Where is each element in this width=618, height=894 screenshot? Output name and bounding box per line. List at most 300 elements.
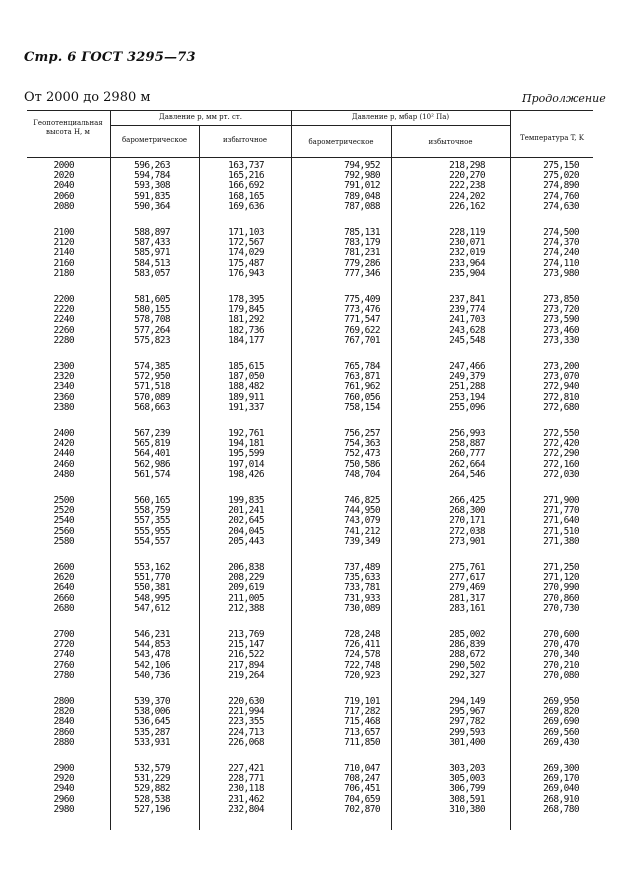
mbar-excess-cell: 226,162 [449,200,485,212]
p_mm_excess-column [228,295,264,346]
temperature-cell: 273,200 [543,361,579,372]
temperature-cell: 272,680 [543,401,579,413]
altitude-cell: 2440 [53,448,74,460]
mm-barometric-cell: 551,770 [134,572,170,584]
temperature-cell: 274,890 [543,180,579,192]
altitude-cell: 2360 [53,391,74,403]
mm-excess-cell: 201,241 [228,505,264,517]
mbar-excess-cell: 279,469 [449,582,485,594]
mbar-barometric-cell: 767,701 [344,334,380,346]
temperature-cell: 271,380 [543,535,579,547]
mm-barometric-cell: 568,663 [134,401,170,413]
p_mm_baro-column [134,630,170,681]
header-mbar-barometric: барометрическое [308,138,374,146]
mbar-barometric-cell: 794,952 [344,160,380,171]
temperature-cell: 269,820 [543,706,579,718]
mm-barometric-cell: 532,579 [134,763,170,774]
altitude-cell: 2340 [53,381,74,393]
altitude-column [54,228,74,279]
temperature-cell: 272,290 [543,448,579,460]
mbar-barometric-cell: 769,622 [344,324,380,336]
mm-excess-cell: 182,736 [228,324,264,336]
mm-excess-cell: 199,835 [228,495,264,506]
mbar-excess-cell: 299,593 [449,726,485,738]
altitude-cell: 2780 [53,669,74,681]
mbar-excess-cell: 233,964 [449,257,485,269]
mbar-barometric-cell: 711,850 [344,736,380,748]
mm-excess-cell: 181,292 [228,314,264,326]
mbar-excess-cell: 222,238 [449,180,485,192]
p_mbar_excess-column [449,295,485,346]
temperature-cell: 270,210 [543,659,579,671]
altitude-cell: 2880 [53,736,74,748]
mbar-excess-cell: 228,119 [449,227,485,238]
altitude-cell: 2220 [53,304,74,316]
mbar-excess-cell: 260,777 [449,448,485,460]
p_mbar_baro-column [344,630,380,681]
mm-barometric-cell: 581,605 [134,294,170,305]
mbar-barometric-cell: 791,012 [344,180,380,192]
altitude-column [54,563,74,614]
mbar-barometric-cell: 752,473 [344,448,380,460]
mbar-excess-cell: 273,901 [449,535,485,547]
mbar-barometric-cell: 706,451 [344,783,380,795]
mbar-excess-cell: 297,782 [449,716,485,728]
mbar-barometric-cell: 775,409 [344,294,380,305]
mbar-barometric-cell: 744,950 [344,505,380,517]
mbar-barometric-cell: 735,633 [344,572,380,584]
mbar-excess-cell: 249,379 [449,371,485,383]
altitude-cell: 2580 [53,535,74,547]
mbar-barometric-cell: 777,346 [344,267,380,279]
temperature-cell: 273,070 [543,371,579,383]
mbar-barometric-cell: 743,079 [344,515,380,527]
temperature-cell: 270,990 [543,582,579,594]
p_mm_excess-column [228,496,264,547]
mbar-barometric-cell: 760,056 [344,391,380,403]
p_mbar_excess-column [449,429,485,480]
mm-excess-cell: 188,482 [228,381,264,393]
mm-excess-cell: 175,487 [228,257,264,269]
mm-barometric-cell: 565,819 [134,438,170,450]
mm-barometric-cell: 587,433 [134,237,170,249]
mbar-excess-cell: 266,425 [449,495,485,506]
mbar-barometric-cell: 717,282 [344,706,380,718]
mm-excess-cell: 232,804 [228,803,264,815]
mbar-excess-cell: 247,466 [449,361,485,372]
col-rule-4 [391,125,392,830]
mm-excess-cell: 228,771 [228,773,264,785]
mm-barometric-cell: 561,574 [134,468,170,480]
mm-excess-cell: 189,911 [228,391,264,403]
temperature-cell: 274,500 [543,227,579,238]
mm-excess-cell: 195,599 [228,448,264,460]
altitude-cell: 2660 [53,592,74,604]
mm-excess-cell: 172,567 [228,237,264,249]
mbar-barometric-cell: 704,659 [344,793,380,805]
temperature-column [543,362,579,413]
mbar-excess-cell: 294,149 [449,696,485,707]
altitude-column [54,697,74,748]
mbar-barometric-cell: 761,962 [344,381,380,393]
mm-barometric-cell: 574,385 [134,361,170,372]
p_mm_baro-column [134,295,170,346]
mbar-excess-cell: 303,203 [449,763,485,774]
mm-excess-cell: 198,426 [228,468,264,480]
p_mm_excess-column [228,563,264,614]
mm-barometric-cell: 533,931 [134,736,170,748]
p_mm_baro-column [134,496,170,547]
mm-excess-cell: 208,229 [228,572,264,584]
mm-barometric-cell: 570,089 [134,391,170,403]
mm-barometric-cell: 529,882 [134,783,170,795]
temperature-cell: 269,170 [543,773,579,785]
p_mm_excess-column [228,228,264,279]
mm-excess-cell: 192,761 [228,428,264,439]
mm-excess-cell: 213,769 [228,629,264,640]
temperature-cell: 269,950 [543,696,579,707]
altitude-cell: 2460 [53,458,74,470]
mm-excess-cell: 226,068 [228,736,264,748]
mbar-excess-cell: 288,672 [449,649,485,661]
mbar-barometric-cell: 708,247 [344,773,380,785]
col-rule-3 [291,110,292,830]
mbar-barometric-cell: 785,131 [344,227,380,238]
mm-barometric-cell: 583,057 [134,267,170,279]
p_mbar_baro-column [344,697,380,748]
mbar-barometric-cell: 787,088 [344,200,380,212]
temperature-cell: 270,860 [543,592,579,604]
mbar-barometric-cell: 741,212 [344,525,380,537]
mm-excess-cell: 211,005 [228,592,264,604]
mm-excess-cell: 215,147 [228,639,264,651]
temperature-cell: 273,850 [543,294,579,305]
mm-excess-cell: 223,355 [228,716,264,728]
mbar-excess-cell: 275,761 [449,562,485,573]
mm-excess-cell: 187,050 [228,371,264,383]
mbar-excess-cell: 277,617 [449,572,485,584]
temperature-cell: 268,780 [543,803,579,815]
header-mm-excess: избыточное [222,136,267,144]
mm-excess-cell: 227,421 [228,763,264,774]
temperature-cell: 272,030 [543,468,579,480]
altitude-cell: 2700 [53,629,74,640]
p_mm_excess-column [228,429,264,480]
mm-barometric-cell: 594,784 [134,170,170,182]
altitude-cell: 2860 [53,726,74,738]
mbar-barometric-cell: 781,231 [344,247,380,259]
mbar-barometric-cell: 720,923 [344,669,380,681]
temperature-cell: 274,370 [543,237,579,249]
temperature-cell: 269,300 [543,763,579,774]
mbar-barometric-cell: 773,476 [344,304,380,316]
temperature-column [543,228,579,279]
mm-barometric-cell: 542,106 [134,659,170,671]
altitude-cell: 2540 [53,515,74,527]
altitude-cell: 2520 [53,505,74,517]
mbar-barometric-cell: 750,586 [344,458,380,470]
mm-excess-cell: 176,943 [228,267,264,279]
p_mbar_baro-column [344,563,380,614]
temperature-cell: 268,910 [543,793,579,805]
altitude-cell: 2380 [53,401,74,413]
mm-barometric-cell: 580,155 [134,304,170,316]
mm-barometric-cell: 591,835 [134,190,170,202]
mm-excess-cell: 178,395 [228,294,264,305]
mm-excess-cell: 191,337 [228,401,264,413]
mbar-excess-cell: 241,703 [449,314,485,326]
mm-excess-cell: 220,630 [228,696,264,707]
mm-excess-cell: 221,994 [228,706,264,718]
altitude-cell: 2680 [53,602,74,614]
mm-barometric-cell: 585,971 [134,247,170,259]
mbar-barometric-cell: 728,248 [344,629,380,640]
mbar-barometric-cell: 765,784 [344,361,380,372]
mbar-excess-cell: 220,270 [449,170,485,182]
altitude-cell: 2960 [53,793,74,805]
header-mbar-excess: избыточное [428,138,473,146]
mbar-excess-cell: 295,967 [449,706,485,718]
mm-barometric-cell: 555,955 [134,525,170,537]
mbar-barometric-cell: 779,286 [344,257,380,269]
p_mbar_excess-column [449,697,485,748]
p_mbar_baro-column [344,295,380,346]
p_mbar_excess-column [449,563,485,614]
mm-barometric-cell: 567,239 [134,428,170,439]
mm-barometric-cell: 571,518 [134,381,170,393]
mm-barometric-cell: 575,823 [134,334,170,346]
page-header: Стр. 6 ГОСТ 3295—73 [24,50,196,65]
temperature-cell: 272,940 [543,381,579,393]
altitude-cell: 2480 [53,468,74,480]
temperature-cell: 273,330 [543,334,579,346]
p_mbar_excess-column [449,228,485,279]
temperature-column [543,295,579,346]
mm-excess-cell: 163,737 [228,160,264,171]
altitude-cell: 2300 [53,361,74,372]
temperature-cell: 273,980 [543,267,579,279]
altitude-cell: 2100 [53,227,74,238]
continuation-label: Продолжение [522,92,606,105]
altitude-cell: 2200 [53,294,74,305]
altitude-cell: 2280 [53,334,74,346]
p_mbar_excess-column [449,630,485,681]
mbar-excess-cell: 235,904 [449,267,485,279]
temperature-cell: 270,730 [543,602,579,614]
mm-barometric-cell: 548,995 [134,592,170,604]
range-title: От 2000 до 2980 м [24,90,151,105]
mbar-barometric-cell: 733,781 [344,582,380,594]
p_mm_baro-column [134,429,170,480]
mbar-barometric-cell: 792,980 [344,170,380,182]
mm-excess-cell: 174,029 [228,247,264,259]
temperature-cell: 269,560 [543,726,579,738]
mbar-excess-cell: 310,380 [449,803,485,815]
mm-barometric-cell: 553,162 [134,562,170,573]
mm-excess-cell: 179,845 [228,304,264,316]
altitude-cell: 2620 [53,572,74,584]
p_mbar_baro-column [344,429,380,480]
altitude-cell: 2140 [53,247,74,259]
mbar-barometric-cell: 724,578 [344,649,380,661]
mm-excess-cell: 171,103 [228,227,264,238]
altitude-cell: 2600 [53,562,74,573]
temperature-column [543,630,579,681]
mm-excess-cell: 205,443 [228,535,264,547]
p_mbar_baro-column [344,362,380,413]
altitude-cell: 2740 [53,649,74,661]
mm-barometric-cell: 547,612 [134,602,170,614]
p_mbar_excess-column [449,362,485,413]
mm-excess-cell: 202,645 [228,515,264,527]
mbar-excess-cell: 239,774 [449,304,485,316]
col-rule-1 [110,110,111,830]
mbar-barometric-cell: 731,933 [344,592,380,604]
mbar-barometric-cell: 783,179 [344,237,380,249]
mbar-excess-cell: 268,300 [449,505,485,517]
mbar-barometric-cell: 746,825 [344,495,380,506]
header-altitude: Геопотенциальная высота H, м [33,119,103,136]
mm-excess-cell: 212,388 [228,602,264,614]
mm-barometric-cell: 540,736 [134,669,170,681]
mm-barometric-cell: 538,006 [134,706,170,718]
mm-barometric-cell: 535,287 [134,726,170,738]
altitude-cell: 2940 [53,783,74,795]
altitude-cell: 2900 [53,763,74,774]
p_mm_baro-column [134,362,170,413]
p_mm_excess-column [228,764,264,815]
mm-excess-cell: 165,216 [228,170,264,182]
p_mbar_baro-column [344,496,380,547]
header-pressure-mbar: Давление p, мбар (10² Па) [351,113,450,121]
mbar-excess-cell: 301,400 [449,736,485,748]
mm-barometric-cell: 564,401 [134,448,170,460]
temperature-cell: 274,760 [543,190,579,202]
mbar-barometric-cell: 771,547 [344,314,380,326]
altitude-cell: 2500 [53,495,74,506]
mm-barometric-cell: 596,263 [134,160,170,171]
mbar-barometric-cell: 713,657 [344,726,380,738]
mbar-excess-cell: 218,298 [449,160,485,171]
mm-barometric-cell: 577,264 [134,324,170,336]
p_mbar_excess-column [449,161,485,212]
temperature-cell: 271,770 [543,505,579,517]
temperature-cell: 271,120 [543,572,579,584]
altitude-column [54,764,74,815]
temperature-cell: 270,340 [543,649,579,661]
temperature-cell: 269,430 [543,736,579,748]
mbar-excess-cell: 306,799 [449,783,485,795]
altitude-cell: 2400 [53,428,74,439]
temperature-cell: 272,420 [543,438,579,450]
mm-excess-cell: 231,462 [228,793,264,805]
temperature-cell: 275,020 [543,170,579,182]
mm-barometric-cell: 562,986 [134,458,170,470]
mbar-excess-cell: 253,194 [449,391,485,403]
mbar-excess-cell: 290,502 [449,659,485,671]
altitude-cell: 2060 [53,190,74,202]
header-pressure-mm: Давление p, мм рт. ст. [159,113,242,121]
mbar-barometric-cell: 754,363 [344,438,380,450]
altitude-cell: 2080 [53,200,74,212]
mbar-excess-cell: 286,839 [449,639,485,651]
mm-barometric-cell: 546,231 [134,629,170,640]
temperature-cell: 270,470 [543,639,579,651]
mbar-barometric-cell: 756,257 [344,428,380,439]
mbar-excess-cell: 243,628 [449,324,485,336]
mm-barometric-cell: 590,364 [134,200,170,212]
temperature-column [543,429,579,480]
altitude-column [54,630,74,681]
mm-excess-cell: 224,713 [228,726,264,738]
mm-excess-cell: 216,522 [228,649,264,661]
mm-excess-cell: 185,615 [228,361,264,372]
mbar-excess-cell: 305,003 [449,773,485,785]
mbar-excess-cell: 255,096 [449,401,485,413]
mm-barometric-cell: 543,478 [134,649,170,661]
altitude-cell: 2800 [53,696,74,707]
altitude-column [54,295,74,346]
mm-barometric-cell: 557,355 [134,515,170,527]
altitude-cell: 2180 [53,267,74,279]
temperature-cell: 272,550 [543,428,579,439]
temperature-cell: 271,510 [543,525,579,537]
mm-barometric-cell: 558,759 [134,505,170,517]
mbar-excess-cell: 270,171 [449,515,485,527]
altitude-cell: 2260 [53,324,74,336]
mbar-barometric-cell: 715,468 [344,716,380,728]
temperature-cell: 271,250 [543,562,579,573]
header-mm-barometric: барометрическое [121,136,188,144]
altitude-cell: 2000 [53,160,74,171]
p_mm_baro-column [134,764,170,815]
p_mm_baro-column [134,228,170,279]
mbar-barometric-cell: 763,871 [344,371,380,383]
mbar-barometric-cell: 726,411 [344,639,380,651]
mbar-barometric-cell: 730,089 [344,602,380,614]
mbar-excess-cell: 292,327 [449,669,485,681]
altitude-cell: 2980 [53,803,74,815]
temperature-cell: 273,720 [543,304,579,316]
mbar-excess-cell: 308,591 [449,793,485,805]
p_mbar_baro-column [344,764,380,815]
altitude-pressure-table [27,110,593,830]
mm-barometric-cell: 550,381 [134,582,170,594]
temperature-cell: 275,150 [543,160,579,171]
temperature-cell: 271,900 [543,495,579,506]
mbar-excess-cell: 245,548 [449,334,485,346]
altitude-cell: 2120 [53,237,74,249]
p_mm_excess-column [228,630,264,681]
col-rule-2 [199,125,200,830]
mm-excess-cell: 204,045 [228,525,264,537]
temperature-cell: 269,040 [543,783,579,795]
temperature-column [543,764,579,815]
mm-excess-cell: 206,838 [228,562,264,573]
temperature-cell: 270,080 [543,669,579,681]
p_mm_excess-column [228,362,264,413]
mm-excess-cell: 230,118 [228,783,264,795]
altitude-cell: 2840 [53,716,74,728]
mm-excess-cell: 219,264 [228,669,264,681]
mm-barometric-cell: 531,229 [134,773,170,785]
mm-excess-cell: 166,692 [228,180,264,192]
mm-barometric-cell: 588,897 [134,227,170,238]
mm-excess-cell: 194,181 [228,438,264,450]
mbar-excess-cell: 256,993 [449,428,485,439]
mbar-barometric-cell: 722,748 [344,659,380,671]
altitude-cell: 2420 [53,438,74,450]
